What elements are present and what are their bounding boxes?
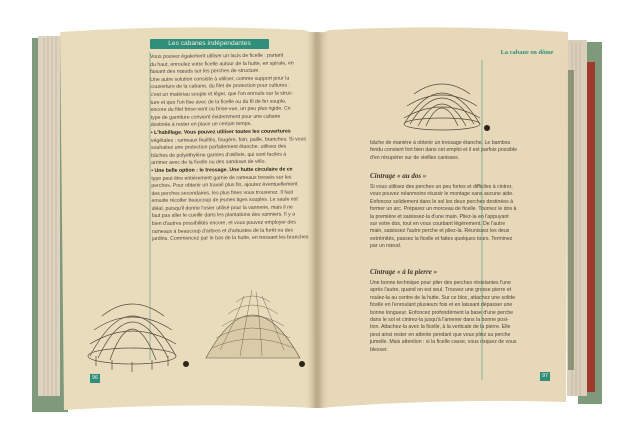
text-line: jardins. Commencez par le bas de la hutte, en tressant les branches xyxy=(151,234,309,243)
text-line: souhaitez une protection parfaitement étanche, utilisez des xyxy=(150,143,287,152)
section-title-a-la-pierre: Cintrage « à la pierre » xyxy=(370,268,438,276)
page-stack-left xyxy=(38,36,60,396)
section-a-la-pierre-text xyxy=(370,280,516,354)
text-line: dans le sol et cintrez-la jusqu'à l'amener dans la bonne posi- xyxy=(370,317,509,324)
text-line: former un arc. Préparez un morceau de ficelle. Tournez le dos à xyxy=(370,206,517,213)
text-line: faisant des nœuds sur les perches de structure. xyxy=(150,68,260,76)
figure-marker-1 xyxy=(484,125,490,131)
left-page-header: Les cabanes indépendantes xyxy=(150,39,269,49)
text-line: • L'habillage. Vous pouvez utiliser toutes les couvertures xyxy=(150,128,291,136)
text-line: végétales : rameaux feuillés, fougère, foin, paille, branches. Si vous xyxy=(150,135,307,144)
text-line: faut pas aller le cueillir dans les plantations des vanniers. Il y a xyxy=(151,211,296,220)
text-line: • Une belle option : le tressage. Une hutte circulaire de ce xyxy=(151,166,293,174)
left-page-number: 96 xyxy=(91,375,99,381)
text-line: c'est un matériau souple et léger, que l'on enroule sur la struc- xyxy=(150,90,294,98)
text-line: couverture de la cabane, du filet de protection pour cultures : xyxy=(150,82,290,91)
text-line: peut ainsi rester en attente pendant que vous pliez sa perche xyxy=(370,331,511,338)
text-line: d'en récupérer sur de vieilles canisses. xyxy=(370,154,460,161)
text-line: blesser. xyxy=(370,346,388,353)
text-line: type peut être entièrement garnie de rameaux tressés sur les xyxy=(151,174,292,182)
figure-marker-3 xyxy=(299,361,305,367)
right-page-number: 97 xyxy=(541,373,549,379)
text-line: jumelle. Mais attention : si la ficelle casse, vous risquez de vous xyxy=(370,339,517,346)
right-page-intro xyxy=(370,140,517,162)
text-line: vous pouvez néanmoins réussir le montage sans aucune aide. xyxy=(370,191,514,198)
text-line: tion. Attachez-la avec la ficelle, à la verticale de la pierre. Elle xyxy=(370,324,511,331)
left-page-text xyxy=(150,52,309,243)
text-line: type de garniture convient évidemment pour une cabane xyxy=(150,113,281,121)
text-line: Enfoncez solidement dans le sol les deux perches destinées à xyxy=(370,198,514,205)
text-line: bonne longueur. Enfoncez profondément la base d'une perche xyxy=(370,309,514,316)
figure-marker-2 xyxy=(183,361,189,367)
text-line: main, saisissez l'autre perche et pliez-la. Réunissez les deux xyxy=(370,228,510,235)
text-line: fendu convient fort bien dans cet emploi et il est parfois possible xyxy=(370,147,518,154)
section-au-dos-text xyxy=(370,184,516,251)
text-line: bâches de polyéthylène garnies d'œillets, qui sont faciles à xyxy=(151,151,287,159)
text-line: Une autre solution consiste à utiliser, comme support pour la xyxy=(150,75,290,83)
text-line: ensuite récolter beaucoup de jeunes tiges souples. Le saule est xyxy=(151,196,298,205)
text-line: après l'autre, quand on est seul. Trouvez une grosse pierre et xyxy=(370,287,512,294)
text-line: du haut, enroulez votre ficelle autour de la hutte, en spirale, en xyxy=(150,60,294,68)
text-line: des perches secondaires, les plus fines vous trouverez. Il faut xyxy=(151,189,294,197)
text-line: Si vous utilisez des perches un peu fortes et difficiles à cintrer, xyxy=(370,184,513,190)
text-line: ficelle en l'enroulant plusieurs fois et en laissant dépasser une xyxy=(370,302,513,309)
text-line: encore du filet brise-vent ou brise-vue, un peu plus rigide. Ce xyxy=(150,105,291,114)
text-line: perches. Pour obtenir un travail plus fin, ajoutez éventuellement xyxy=(151,181,298,190)
right-page-header: La cabane en dôme xyxy=(500,49,554,56)
text-line: la première et saisissez-la d'une main. Pliez-la en l'appuyant xyxy=(370,213,509,220)
text-line: Une bonne technique pour plier des perches résistantes l'une xyxy=(370,280,511,286)
text-line: bâche de manière à obtenir un tressage étanche. Le bambou xyxy=(370,140,511,146)
text-line: arrimer avec de la ficelle ou des sandows de vélo. xyxy=(151,159,266,167)
text-line: extrémités, passez la ficelle et faites quelques tours. Terminez xyxy=(370,235,513,242)
text-line: ture et que l'on fixe avec de la ficelle ou du fil de fer souple, xyxy=(150,98,287,106)
text-line: par un nœud. xyxy=(370,243,402,250)
text-line: bien d'autres possibilités encore, et vous pouvez employer des xyxy=(151,219,296,228)
bookmark-strip xyxy=(568,70,574,370)
text-line: Vous pouvez également utiliser un lacis de ficelle : partant xyxy=(150,52,284,60)
red-page-edge xyxy=(587,62,595,392)
section-title-au-dos: Cintrage « au dos » xyxy=(370,172,427,180)
text-line: idéal, puisqu'il donne l'osier utilisé pour la vannerie, mais il ne xyxy=(151,204,293,212)
text-line: destinée à rester en place un certain temps. xyxy=(150,121,252,129)
text-line: roulez-la au centre de la hutte. Sur ce bloc, attachez une solide xyxy=(370,294,516,301)
text-line: sur votre dos, tout en vous courbant légèrement. De l'autre xyxy=(370,221,506,228)
text-line: rameaux à beaucoup d'arbres et d'arbustes de la forêt ou des xyxy=(151,227,294,235)
